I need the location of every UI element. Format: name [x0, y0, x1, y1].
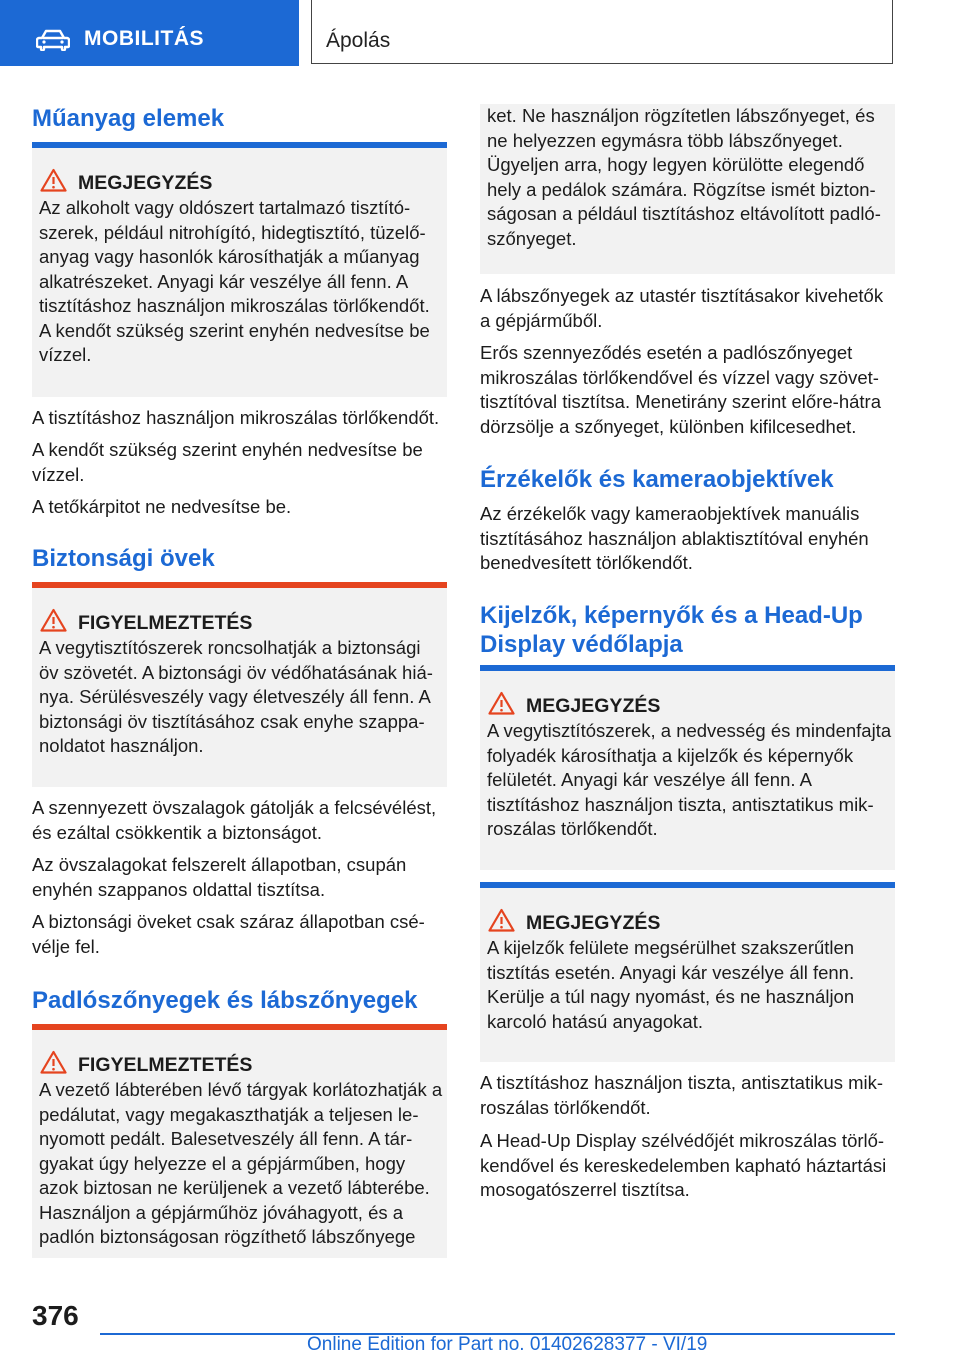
- warning-box-1: [32, 582, 447, 787]
- paragraph: A lábszőnyegek az utastér tisztításakor kivehetők a gépjárműből.: [480, 285, 884, 331]
- notice-label: MEGJEGYZÉS: [78, 172, 213, 194]
- warning-triangle-icon: [40, 168, 67, 192]
- notice-text: Az alkoholt vagy oldószert tartalmazó tisztítószerek, például nitrohígító, hidegtisztító, tüzelőanyag vagy hasonlók károsíthatják a műanyag alkatrészeket. Anyagi kár veszélye áll fenn. A tisztításhoz használjon mikroszálas törlőkendőt. A kendőt szükség szerint enyhén nedvesítse be vízzel.: [39, 197, 430, 365]
- heading-plastic-parts: Műanyag elemek: [32, 105, 225, 132]
- page-title: Ápolás: [326, 29, 391, 52]
- notice-box-2: [480, 665, 895, 870]
- heading-floor-mats: Padlószőnyegek és lábszőnyegek: [32, 987, 418, 1014]
- car-icon: [36, 29, 70, 51]
- warning-box-2: [32, 1024, 447, 1258]
- notice-label: MEGJEGYZÉS: [526, 695, 661, 717]
- header-section-tab: [0, 0, 299, 66]
- page-number: 376: [32, 1300, 79, 1331]
- heading-seat-belts: Biztonsági övek: [32, 545, 215, 572]
- footer-edition: Online Edition for Part no. 01402628377 - VI/19: [307, 1334, 708, 1355]
- paragraph: Erős szennyeződés esetén a padlószőnyeget mikroszálas törlőkendővel és vízzel vagy szövettisztítóval tisztítsa. Menetirány szerint előre-hátra dörzsölje a szőnyeget, különben kifilcesedhet.: [480, 342, 881, 437]
- notice-label: FIGYELMEZTETÉS: [78, 1054, 253, 1076]
- paragraph: A tetőkárpitot ne nedvesítse be.: [32, 496, 292, 517]
- notice-box-1: [32, 142, 447, 397]
- warning-box-2-continued: [480, 104, 895, 274]
- notice-text: A vezető lábterében lévő tárgyak korlátozhatják a pedálutat, vagy megakaszthatják a teljesen lenyomott pedált. Balesetveszély áll fenn. A tárgyakat úgy helyezze el a gépjárműben, hogy azok biztosan ne kerüljenek a vezető lábterébe. Használjon a gépjárműhöz jóváhagyott, és a padlón biztonságosan rögzíthető lábszőnyege: [39, 1079, 443, 1247]
- notice-label: MEGJEGYZÉS: [526, 912, 661, 934]
- warning-triangle-icon: [488, 691, 515, 715]
- paragraph: Az övszalagokat felszerelt állapotban, csupán enyhén szappanos oldattal tisztítsa.: [32, 854, 407, 900]
- warning-triangle-icon: [40, 608, 67, 632]
- paragraph: A kendőt szükség szerint enyhén nedvesítse be vízzel.: [32, 439, 423, 485]
- notice-text: A vegytisztítószerek, a nedvesség és mindenfajta folyadék károsíthatja a kijelzők és képernyők felületét. Anyagi kár veszélye áll fenn. A tisztításhoz használjon tiszta, antisztatikus mikroszálas törlőkendőt.: [487, 720, 892, 839]
- header-section-label: MOBILITÁS: [84, 27, 204, 50]
- warning-triangle-icon: [40, 1050, 67, 1074]
- paragraph: A biztonsági öveket csak száraz állapotban csévélje fel.: [32, 911, 425, 957]
- paragraph: A Head-Up Display szélvédőjét mikroszálas törlőkendővel és kereskedelemben kapható háztartási mosogatószerrel tisztítsa.: [480, 1130, 887, 1200]
- paragraph: A tisztításhoz használjon tiszta, antisztatikus mikroszálas törlőkendőt.: [480, 1072, 884, 1118]
- heading-sensors-cameras: Érzékelők és kameraobjektívek: [480, 466, 834, 493]
- warning-triangle-icon: [488, 908, 515, 932]
- notice-text: A vegytisztítószerek roncsolhatják a biztonsági öv szövetét. A biztonsági öv védőhatásának hiánya. Sérülésveszély vagy életveszély áll fenn. A biztonsági öv tisztításához csak enyhe szappanoldatot használjon.: [39, 637, 433, 756]
- notice-text: ket. Ne használjon rögzítetlen lábszőnyeget, és ne helyezzen egymásra több lábszőnyeget. Ügyeljen arra, hogy legyen körülötte elegendő hely a pedálok számára. Rögzítse ismét biztonságosan a például tisztításhoz eltávolított padlószőnyeget.: [487, 105, 881, 249]
- paragraph: A tisztításhoz használjon mikroszálas törlőkendőt.: [32, 407, 440, 428]
- heading-displays: Kijelzők, képernyők és a Head-Up Display védőlapja: [480, 602, 863, 658]
- header-title-box: [311, 0, 893, 64]
- notice-box-3: [480, 882, 895, 1062]
- notice-label: FIGYELMEZTETÉS: [78, 612, 253, 634]
- paragraph: Az érzékelők vagy kameraobjektívek manuális tisztításához használjon ablaktisztítóval enyhén benedvesített törlőkendőt.: [480, 503, 869, 573]
- paragraph: A szennyezett övszalagok gátolják a felcsévélést, és ezáltal csökkentik a biztonságot.: [32, 797, 437, 843]
- notice-text: A kijelzők felülete megsérülhet szakszerűtlen tisztítás esetén. Anyagi kár veszélye áll fenn. Kerülje a túl nagy nyomást, és ne használjon karcoló hatású anyagokat.: [487, 937, 855, 1032]
